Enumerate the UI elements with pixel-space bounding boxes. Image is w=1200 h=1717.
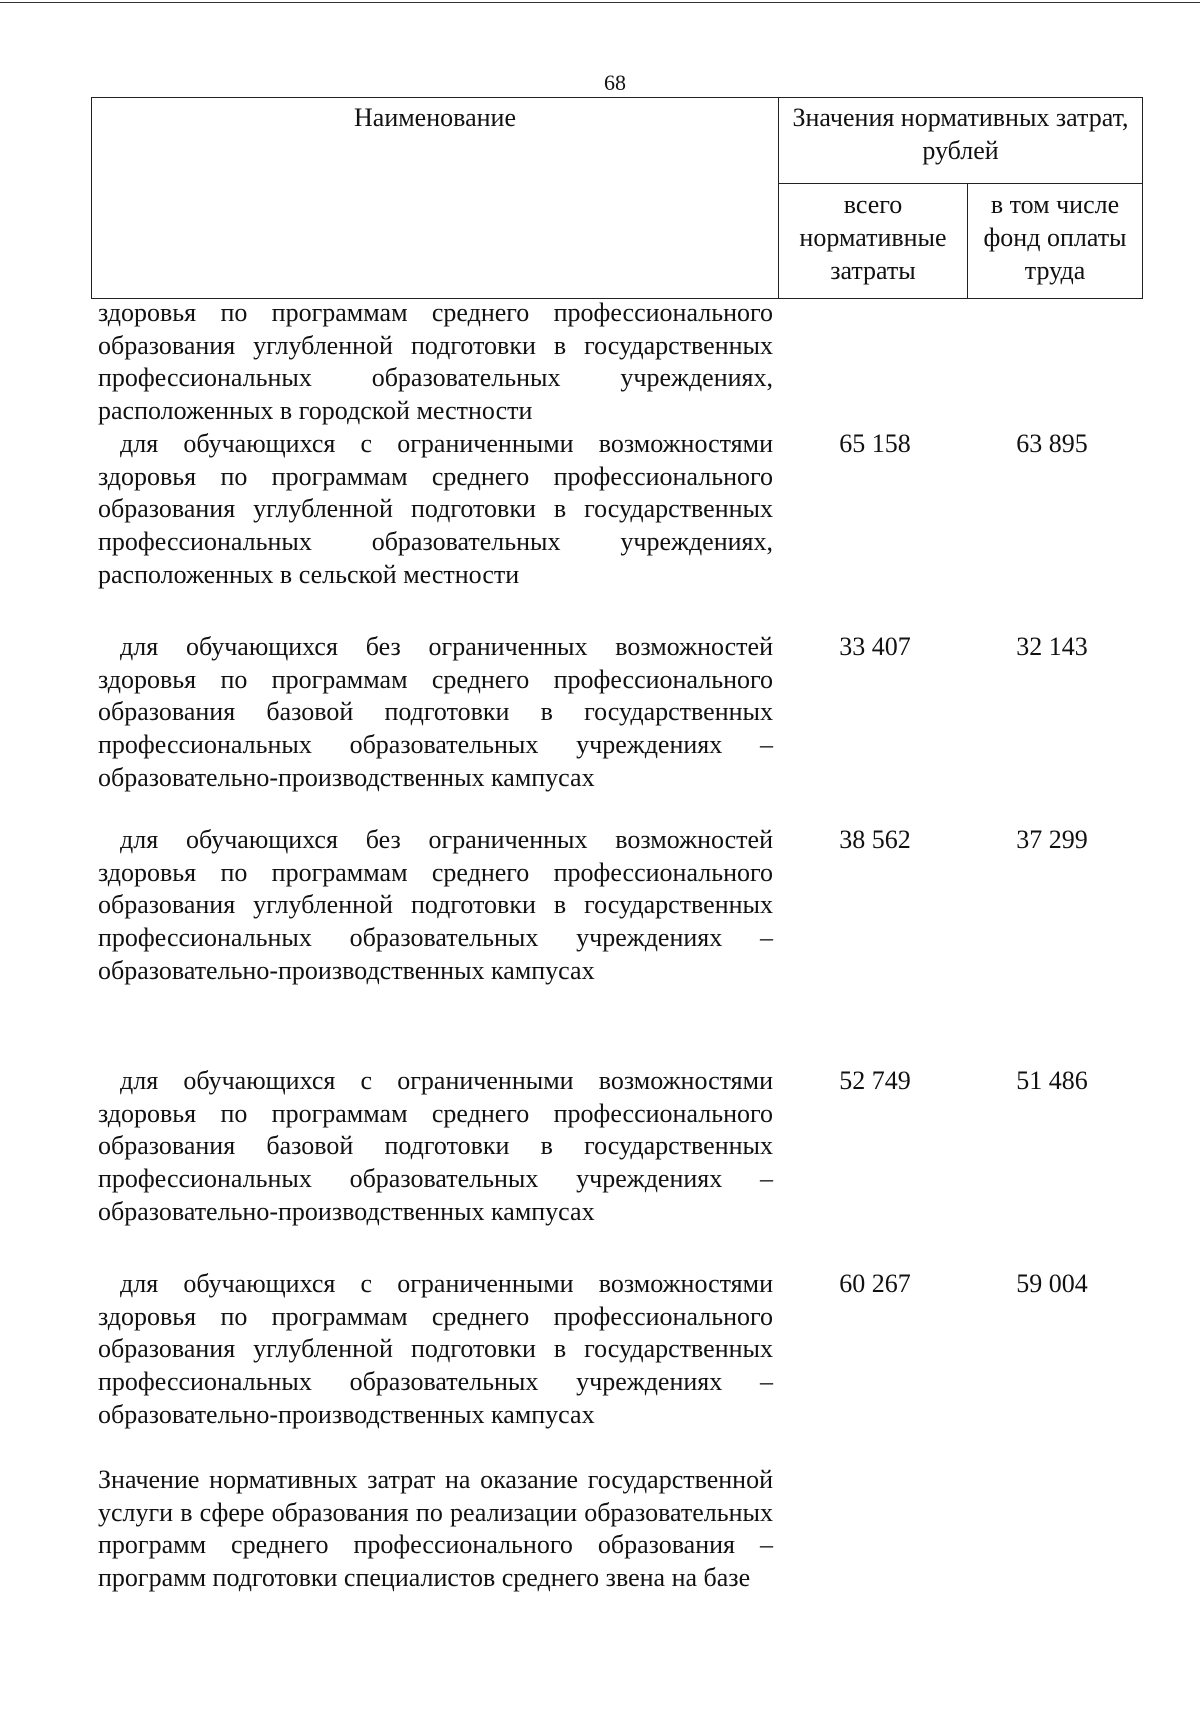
row-total-value: 38 562 — [839, 825, 911, 854]
row-fund-value: 51 486 — [1016, 1066, 1088, 1095]
row-total-value: 52 749 — [839, 1066, 911, 1095]
page-number: 68 — [604, 70, 626, 95]
header-name-column: Наименование — [92, 98, 779, 299]
row-text: для обучающихся без ограниченных возможностей здоровья по программам среднего профессионального образования углубленной подготовки в государственных профессиональных образовательных учреждениях – образовательно-производственных кампусах — [98, 825, 773, 985]
row-fund-value: 32 143 — [1016, 632, 1088, 661]
continuation-text: здоровья по программам среднего профессионального образования углубленной подготовки в государственных профессиональных образовательных учреждениях, расположенных в городской местности — [98, 298, 773, 426]
row-text: для обучающихся без ограниченных возможностей здоровья по программам среднего профессионального образования базовой подготовки в государственных профессиональных образовательных учреждениях – образовательно-производственных кампусах — [98, 632, 773, 792]
row-text: для обучающихся с ограниченными возможностями здоровья по программам среднего профессионального образования углубленной подготовки в государственных профессиональных образовательных учреждениях – образовательно-производственных кампусах — [98, 1269, 773, 1429]
header-total-column: всего нормативные затраты — [779, 184, 968, 299]
row-fund-value: 63 895 — [1016, 429, 1088, 458]
row-text: для обучающихся с ограниченными возможностями здоровья по программам среднего профессионального образования базовой подготовки в государственных профессиональных образовательных учреждениях – образовательно-производственных кампусах — [98, 1066, 773, 1226]
top-rule — [0, 2, 1200, 3]
row-fund-value: 59 004 — [1016, 1269, 1088, 1298]
table-header — [91, 97, 1143, 299]
header-fund-column: в том числе фонд оплаты труда — [968, 184, 1143, 299]
row-fund-value: 37 299 — [1016, 825, 1088, 854]
closing-text: Значение нормативных затрат на оказание государственной услуги в сфере образования по реализации образовательных программ среднего профессионального образования – программ подготовки специалистов среднего звена на базе — [98, 1465, 773, 1593]
row-text: для обучающихся с ограниченными возможностями здоровья по программам среднего профессионального образования углубленной подготовки в государственных профессиональных образовательных учреждениях, расположенных в сельской местности — [98, 429, 773, 589]
row-total-value: 33 407 — [839, 632, 911, 661]
header-values-column: Значения нормативных затрат, рублей — [779, 98, 1143, 184]
row-total-value: 60 267 — [839, 1269, 911, 1298]
row-total-value: 65 158 — [839, 429, 911, 458]
